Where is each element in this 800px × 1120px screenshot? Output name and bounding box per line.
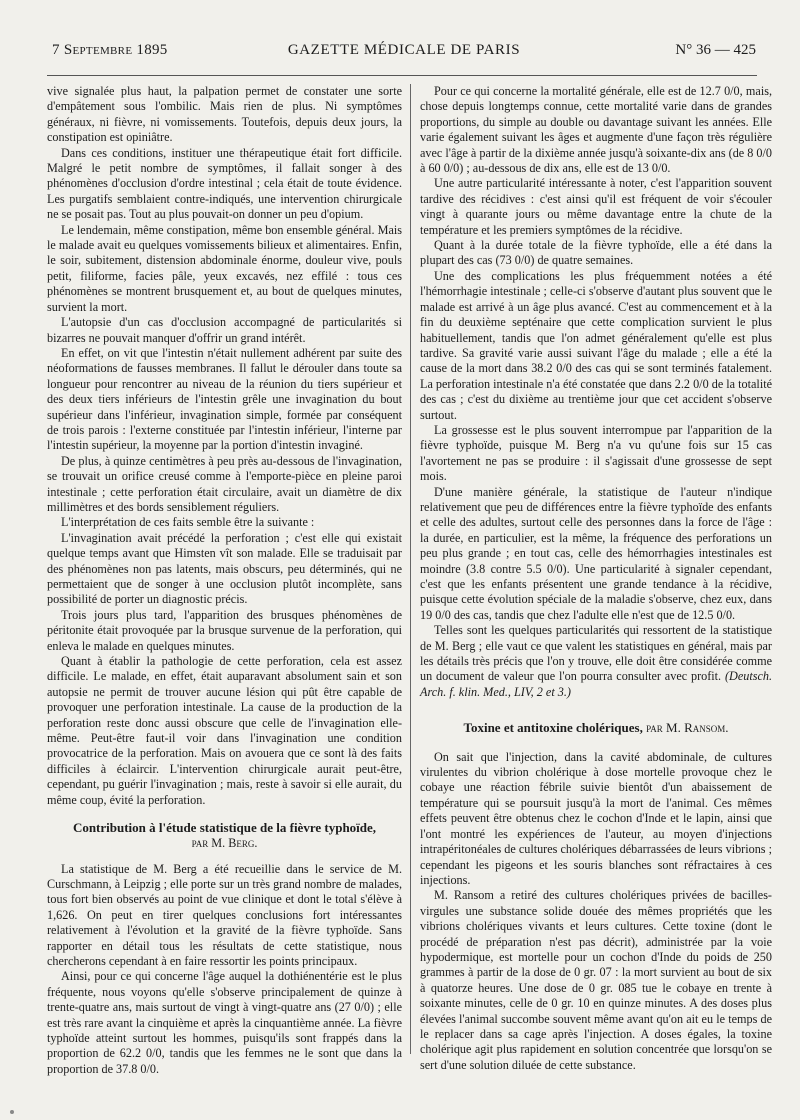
paragraph: Quant à établir la pathologie de cette perforation, cela est assez difficile. Le malade, en effet, était auparavant absolument sain et son autopsie ne permit de trouver aucune lésion qui pût être capable de provoquer une perforation intestinale. La cause de la production de la perforation reste donc aussi obscure que celle de l'invagination elle-même. Peut-être faut-il voir dans l'invagination une condition provocatrice de la perforation. Mais on avouera que ce sont là des faits difficiles à éclaircir. L'intervention chirurgicale aurait peut-être, cependant, pu guérir l'invagination ; mais, reste à savoir si elle aurait, du même coup, évité la perforation. xyxy=(47,654,402,807)
paragraph: Quant à la durée totale de la fièvre typhoïde, elle a été dans la plupart des cas (73 0/0) de quatre semaines. xyxy=(420,238,772,268)
page-header xyxy=(52,42,756,64)
paragraph: De plus, à quinze centimètres à peu près au-dessous de l'invagination, se trouvait un orifice creusé comme à l'emporte-pièce en pleine paroi intestinale ; cette perforation était circulaire, avait un diamètre de dix millimètres et des bords sensiblement réguliers. xyxy=(47,453,402,514)
paragraph: On sait que l'injection, dans la cavité abdominale, de cultures virulentes du vibrion cholérique à dose mortelle provoque chez le cobaye une réaction fébrile suivie bientôt d'un abaissement de température qui se poursuit jusqu'à la mort de l'animal. Ces mêmes effets peuvent être obtenus chez le cochon d'Inde et le lapin, ainsi que l'ont montré les expériences de l'auteur, au moyen d'injections intrapéritonéales de cultures cholériques débarrassées de leurs vibrions ; cependant les pigeons et les souris blanches sont réfractaires à ces injections. xyxy=(420,749,772,887)
paragraph: La statistique de M. Berg a été recueillie dans le service de M. Curschmann, à Leipzig ; elle porte sur un très grand nombre de malades, tous fort bien observés au point de vue clinique et dont le total s'élève à 1,626. On peut en tirer quelques conclusions fort intéressantes relativement à l'évolution et la gravité de la fièvre typhoïde. Sans rapporter en détail tous les résultats de cette statistique, nous chercherons cependant à en faire ressortir les points principaux. xyxy=(47,861,402,968)
paragraph: Pour ce qui concerne la mortalité générale, elle est de 12.7 0/0, mais, chose depuis longtemps connue, cette mortalité varie dans de grandes proportions, du simple au double ou davantage suivant les années. Elle varie également suivant les âges et augmente d'une façon très régulière avec l'âge à partir de la dixième année jusqu'à soixante-dix ans (de 8 0/0 à 60 0/0) ; au-dessous de dix ans, elle est de 13 0/0. xyxy=(420,84,772,176)
paragraph xyxy=(420,623,772,700)
paragraph: Le lendemain, même constipation, même bon ensemble général. Mais le malade avait eu quelques vomissements bilieux et alimentaires. Enfin, le soir, subitement, distension abdominale énorme, douleur vive, pouls petit, filiforme, facies pâle, yeux excavés, nez effilé : tous ces phénomènes se montrent brusquement et, au bout de quelques minutes, survient la mort. xyxy=(47,222,402,314)
article-heading-cholera xyxy=(420,720,772,735)
article-heading-typhoid: Contribution à l'étude statistique de la fièvre typhoïde, xyxy=(72,820,377,836)
paragraph: Une des complications les plus fréquemment notées a été l'hémorrhagie intestinale ; celle-ci s'observe d'autant plus souvent que le malade est arrivé à un âge plus avancé. C'est au commencement et à la fin du deuxième septénaire que cette complication survient le plus habituellement, tandis que l'on admet généralement qu'elle est plus tardive. Sa gravité varie aussi suivant l'âge du malade ; elle a été la cause de la mort dans 38.2 0/0 des cas qui se sont terminés fatalement. La perforation intestinale n'a été constatée que dans 2.2 0/0 de la totalité des cas ; c'est du dixième au trentième jour que cet accident s'observe surtout. xyxy=(420,268,772,422)
paragraph-text: Telles sont les quelques particularités qui ressortent de la statistique de M. Berg ; elle vaut ce que valent les statistiques en général, mais par les détails très précis que l'on y trouve, elle doit être considérée comme un document de valeur que l'on pourra consulter avec profit. xyxy=(420,623,772,684)
paragraph: L'invagination avait précédé la perforation ; c'est elle qui existait quelque temps avant que Himsten vît son malade. Elle se traduisait par des phénomènes non pas latents, mais obscurs, peu déterminés, qui ne permettaient que de songer à une occlusion plutôt incomplète, sans possibilité de porter un diagnostic précis. xyxy=(47,530,402,607)
paragraph: vive signalée plus haut, la palpation permet de constater une sorte d'empâtement sous l'ombilic. Mais rien de plus. Ni symptômes généraux, ni fièvre, ni vomissements. Toutefois, depuis deux jours, la constipation est opiniâtre. xyxy=(47,84,402,145)
header-issue: N° 36 — 425 xyxy=(675,42,756,58)
print-speck xyxy=(10,1110,14,1114)
header-title: GAZETTE MÉDICALE DE PARIS xyxy=(287,42,521,58)
header-date: 7 Septembre 1895 xyxy=(52,42,168,58)
column-divider xyxy=(410,84,411,1054)
paragraph: Une autre particularité intéressante à noter, c'est l'apparition souvent tardive des récidives : c'est ainsi qu'il est fréquent de voir s'écouler vingt à quarante jours ou même davantage entre la chute de la température et les premiers symptômes de la récidive. xyxy=(420,176,772,237)
citation-reference: (Deutsch. Arch. f. klin. Med., LIV, 2 et 3.) xyxy=(420,669,773,699)
paragraph: L'interprétation de ces faits semble être la suivante : xyxy=(61,515,315,530)
article-byline-ransom: par M. Ransom. xyxy=(646,720,729,736)
header-rule xyxy=(47,75,757,76)
paragraph: La grossesse est le plus souvent interrompue par l'apparition de la fièvre typhoïde, puisque M. Berg n'a vu qu'une fois sur 15 cas l'avortement ne pas se produire : il s'agissait d'une grossesse de sept mois. xyxy=(420,422,772,484)
right-column xyxy=(420,84,772,1073)
article-heading-text: Toxine et antitoxine cholériques, xyxy=(463,720,643,736)
paragraph: Ainsi, pour ce qui concerne l'âge auquel la dothiénentérie est le plus fréquente, nous voyons qu'elle s'observe principalement de quinze à trente-quatre ans, mais surtout de vingt à vingt-quatre ans (27 0/0) ; elle est très rare avant la cinquième et après la cinquantième année. La fièvre typhoïde atteint surtout les hommes, puisqu'ils sont frappés dans la proportion de 62.2 0/0, tandis que les femmes ne le sont que dans la proportion de 37.8 0/0. xyxy=(47,969,402,1076)
left-column xyxy=(47,84,402,1077)
paragraph: En effet, on vit que l'intestin n'était nullement adhérent par suite des néoformations de fausses membranes. Il fallut le dérouler dans toute sa longueur pour rencontrer au niveau de la réunion du tiers supérieur et des deux tiers inférieurs de l'intestin grêle une invagination du bout supérieur dans l'inférieur, invagination simple, formée par conséquent de trois parois : l'externe constituée par l'intestin inférieur, l'interne par l'intestin supérieur, la moyenne par la portion d'intestin invaginé. xyxy=(47,345,402,453)
paragraph: D'une manière générale, la statistique de l'auteur n'indique relativement que peu de différences entre la fièvre typhoïde des enfants et celle des adultes, surtout celle des personnes dans la force de l'âge : la durée, en particulier, est la même, la fréquence des perforations un peu plus grande ; en tout cas, celle des hémorrhagies intestinales est moindre (3.8 contre 5.5 0/0). Une particularité à signaler cependant, c'est que les enfants présentent une grande tendance à la récidive, puisque cette évolution spéciale de la maladie s'observe, chez eux, dans 19 0/0 des cas, tandis que chez l'adulte elle n'est que de 12.5 0/0. xyxy=(420,484,772,622)
article-byline-berg: par M. Berg. xyxy=(191,836,258,851)
paragraph: Dans ces conditions, instituer une thérapeutique était fort difficile. Malgré le petit nombre de symptômes, il fallait songer à des phénomènes d'occlusion d'ordre intestinal ; cela était de toute évidence. Les purgatifs semblaient contre-indiqués, une intervention chirurgicale ne se posait pas. Tout au plus pouvait-on donner un peu d'opium. xyxy=(47,145,402,222)
paragraph: L'autopsie d'un cas d'occlusion accompagné de particularités si bizarres ne pouvait manquer d'offrir un grand intérêt. xyxy=(47,315,402,345)
paragraph: M. Ransom a retiré des cultures cholériques privées de bacilles-virgules une substance solide douée des mêmes propriétés que les vibrions cholériques vivants et leurs cultures. Cette toxine (dont le procédé de préparation n'est pas décrit), administrée par la voie hypodermique, est mortelle pour un cochon d'Inde du poids de 250 grammes à partir de la dose de 0 gr. 07 : la mort survient au bout de six à quatorze heures. Une dose de 0 gr. 085 tue le cobaye en trente à soixante minutes, celle de 0 gr. 10 en quinze minutes. A des doses plus élevées l'animal succombe souvent même avant qu'on ait eu le temps de le replacer dans sa cage après l'injection. A doses égales, la toxine cholérique agit plus rapidement en solution concentrée que lorsqu'on se sert d'une solution diluée de cette substance. xyxy=(420,888,772,1072)
paragraph: Trois jours plus tard, l'apparition des brusques phénomènes de péritonite était provoquée par la brusque survenue de la perforation, qui enleva le malade en quelques minutes. xyxy=(47,607,402,653)
